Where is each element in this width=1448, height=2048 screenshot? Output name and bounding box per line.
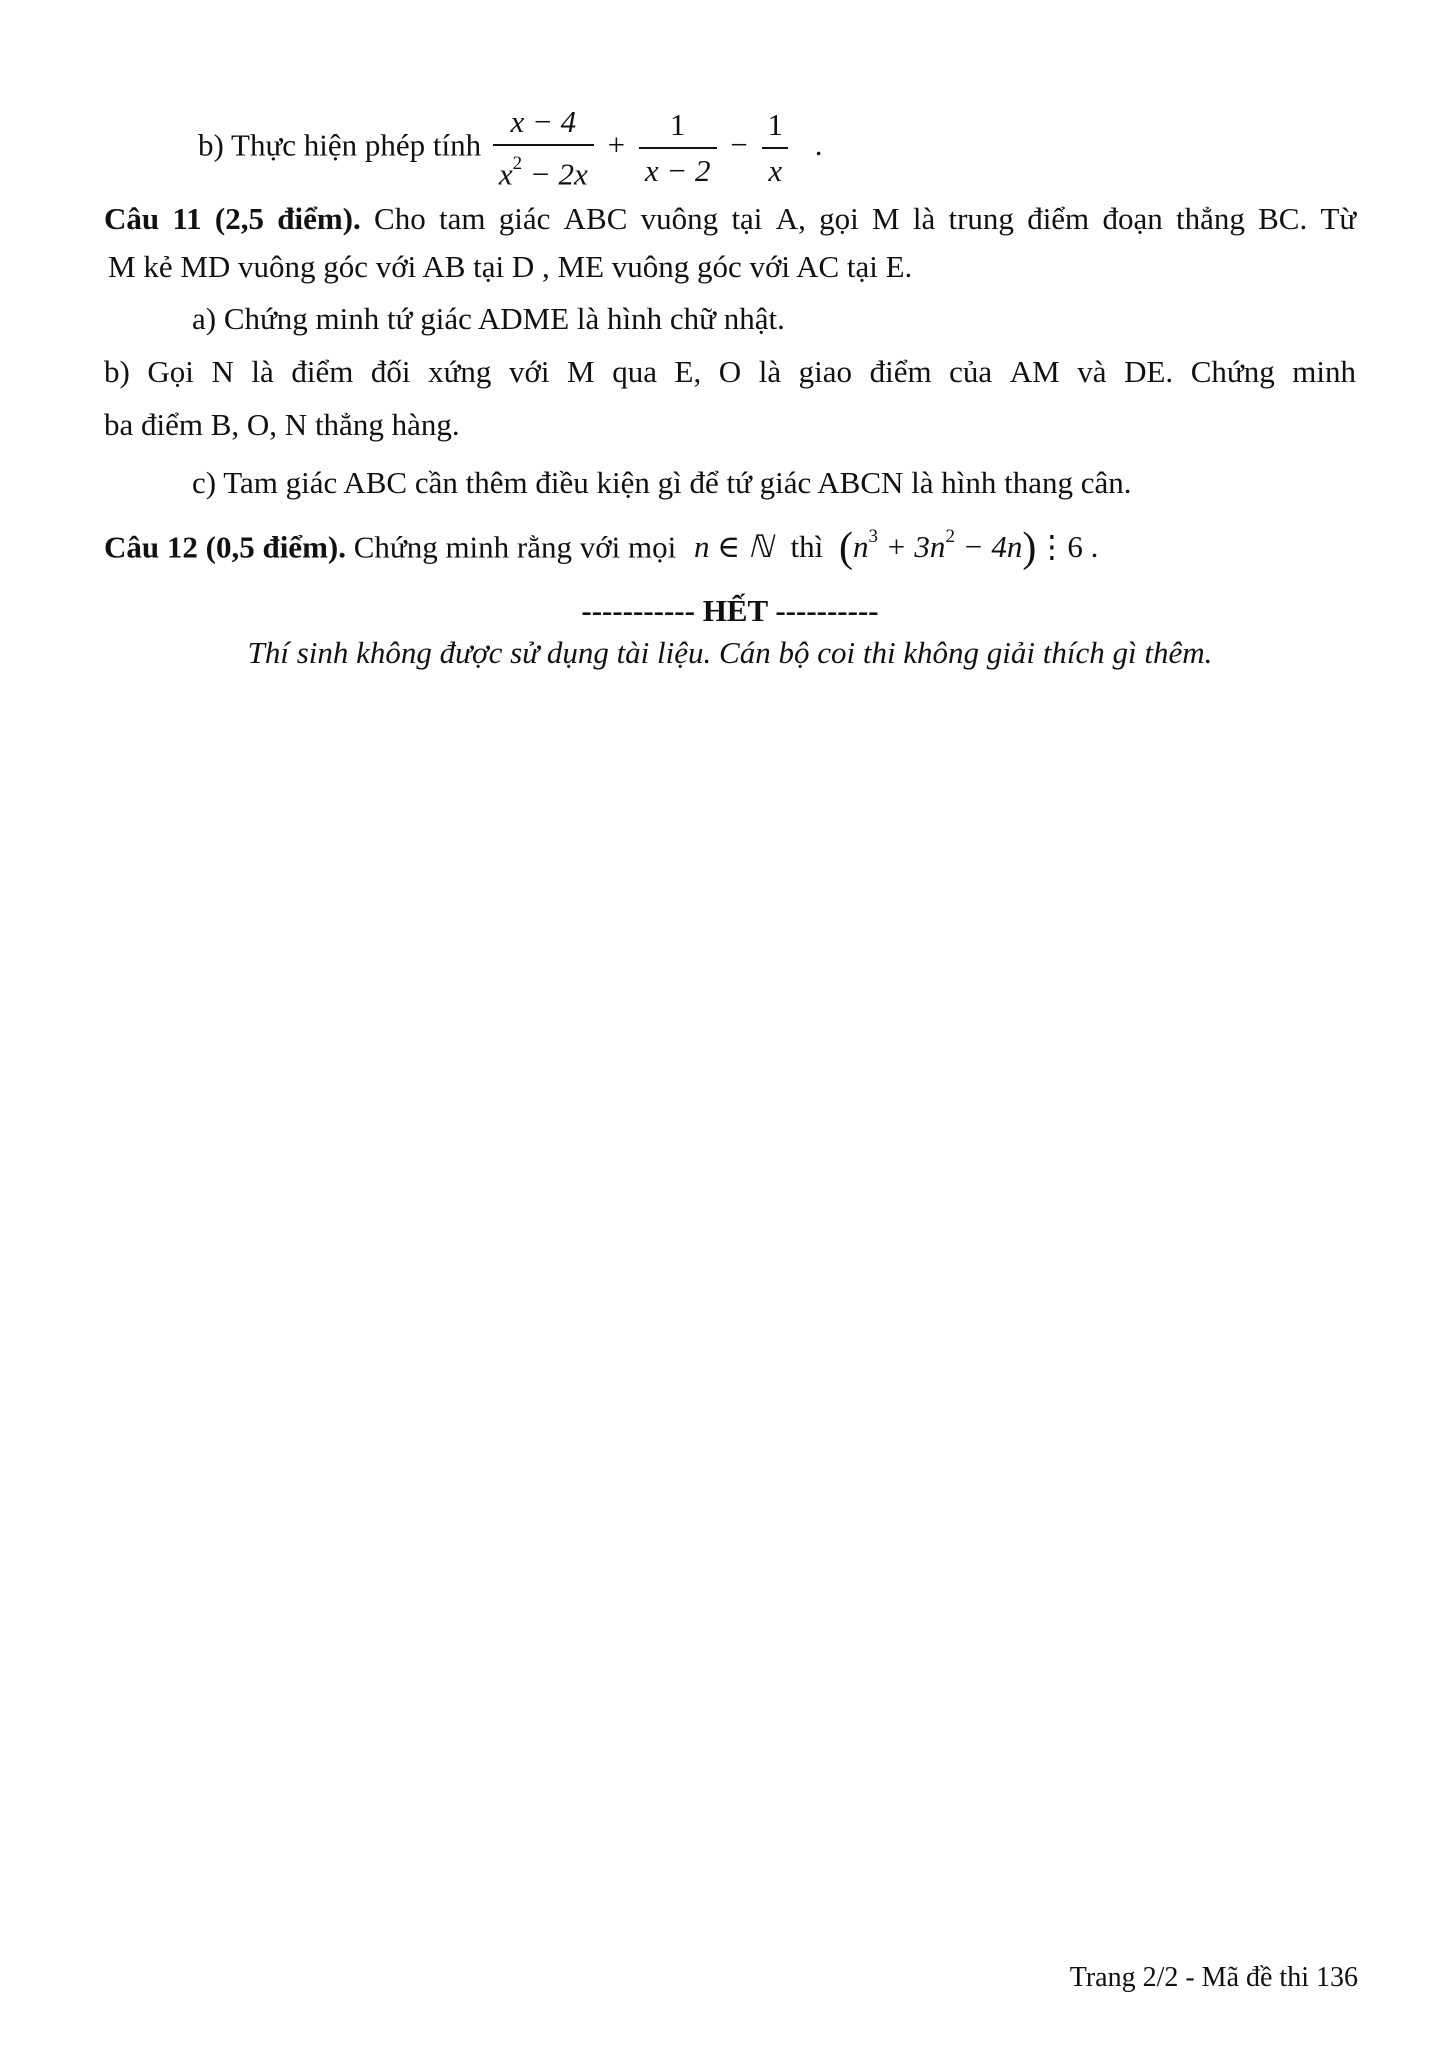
q11-line-1-word: đoạn	[1102, 201, 1163, 236]
q11-line-1	[104, 200, 1356, 238]
q11-line-1-word: giác	[498, 201, 551, 236]
q11-part-b-word: Chứng	[1190, 354, 1275, 389]
q12-line	[104, 522, 1099, 572]
fraction-1-denominator	[493, 144, 594, 192]
q11-line-1-word: là	[912, 201, 936, 236]
q11-part-b-word: O	[718, 354, 742, 389]
q11-line-1-word: tam	[438, 201, 486, 236]
expr-exp-3: 3	[868, 526, 879, 547]
fraction-2-denominator: x − 2	[639, 147, 717, 189]
q11-part-b-line-1	[104, 353, 1356, 391]
q10b-period: .	[814, 127, 823, 163]
fraction-1-numerator: x − 4	[510, 104, 577, 139]
q11-line-1-word: điểm	[1027, 201, 1090, 236]
fraction-2	[639, 107, 717, 189]
q10b-line	[198, 104, 822, 192]
expr-n: n	[853, 529, 869, 565]
q11-line-1-word: gọi	[819, 201, 859, 236]
q12-condition: n ∈ ℕ	[694, 529, 773, 565]
q11-part-c: c) Tam giác ABC cần thêm điều kiện gì để tứ giác ABCN là hình thang cân.	[192, 465, 1132, 500]
exam-note: Thí sinh không được sử dụng tài liệu. Cán bộ coi thi không giải thích gì thêm.	[247, 635, 1213, 670]
fraction-3-numerator: 1	[767, 107, 783, 143]
q11-part-b-word: đối	[370, 354, 411, 389]
q11-part-b-line-2: ba điểm B, O, N thẳng hàng.	[104, 407, 460, 442]
q10b-label: b) Thực hiện phép tính	[198, 127, 482, 163]
q11-line-1-word: vuông	[640, 201, 719, 236]
q12-expression: ($n^3 + 3n^2$ − 4n)⋮6 .	[839, 525, 1099, 572]
q11-part-b-word: và	[1077, 354, 1107, 389]
q11-part-b-word: là	[758, 354, 782, 389]
q11-part-b-word: N	[211, 354, 234, 389]
q11-line-1-word: A,	[775, 201, 806, 236]
q12-text: Chứng minh rằng với mọi	[353, 529, 677, 565]
q11-part-b-word: với	[508, 354, 550, 389]
q11-line-1-word: tại	[731, 201, 763, 236]
fraction-1	[493, 104, 594, 192]
q11-part-b-word: điểm	[869, 354, 932, 389]
fraction-1-den-var: x	[498, 156, 513, 192]
fraction-3-denominator: x	[762, 147, 788, 189]
q11-line-1-word: BC.	[1258, 201, 1308, 236]
q11-part-b-word: DE.	[1124, 354, 1174, 389]
q11-part-b-word: E,	[674, 354, 702, 389]
q11-line-1-word: trung	[948, 201, 1014, 236]
q11-line-1-word: thẳng	[1175, 201, 1245, 236]
q11-part-b-word: xứng	[428, 354, 492, 389]
plus-sign: +	[607, 127, 626, 163]
q11-line-1-word: M	[872, 201, 900, 236]
q11-part-b-word: M	[567, 354, 595, 389]
q11-line-2: M kẻ MD vuông góc với AB tại D , ME vuông góc với AC tại E.	[108, 249, 913, 284]
q11-title: Câu 11 (2,5 điểm).	[104, 201, 361, 236]
expr-divisible: ⋮6 .	[1036, 529, 1099, 565]
q11-line-1-word: ABC	[563, 201, 628, 236]
q12-title: Câu 12 (0,5 điểm).	[104, 529, 346, 565]
expr-end: − 4n	[954, 529, 1023, 565]
q11-part-b-word: điểm	[291, 354, 354, 389]
expr-exp-2: 2	[945, 526, 955, 547]
minus-sign: −	[730, 127, 748, 163]
q11-part-b-word: AM	[1009, 354, 1060, 389]
q11-part-b-word: b)	[104, 354, 130, 389]
fraction-1-den-exp: 2	[512, 153, 523, 174]
fraction-2-numerator: 1	[669, 107, 686, 143]
fraction-1-den-rest: − 2x	[522, 156, 588, 192]
q11-part-b-word: Gọi	[147, 354, 194, 389]
q11-part-b-word: minh	[1292, 354, 1357, 389]
expr-mid: + 3n	[878, 529, 946, 565]
q11-part-b-word: giao	[798, 354, 853, 389]
q11-line-1-word: Từ	[1320, 201, 1357, 236]
end-mark: ----------- HẾT ----------	[581, 593, 879, 628]
fraction-3	[761, 107, 789, 189]
q11-part-b-word: qua	[612, 354, 657, 389]
q11-line-1-word: Cho	[374, 201, 426, 236]
q12-thi: thì	[790, 529, 824, 565]
page-footer: Trang 2/2 - Mã đề thi 136	[1069, 1962, 1358, 1993]
q11-part-a: a) Chứng minh tứ giác ADME là hình chữ nhật.	[192, 301, 785, 336]
q11-part-b-word: là	[251, 354, 274, 389]
q11-part-b-word: của	[949, 354, 993, 389]
